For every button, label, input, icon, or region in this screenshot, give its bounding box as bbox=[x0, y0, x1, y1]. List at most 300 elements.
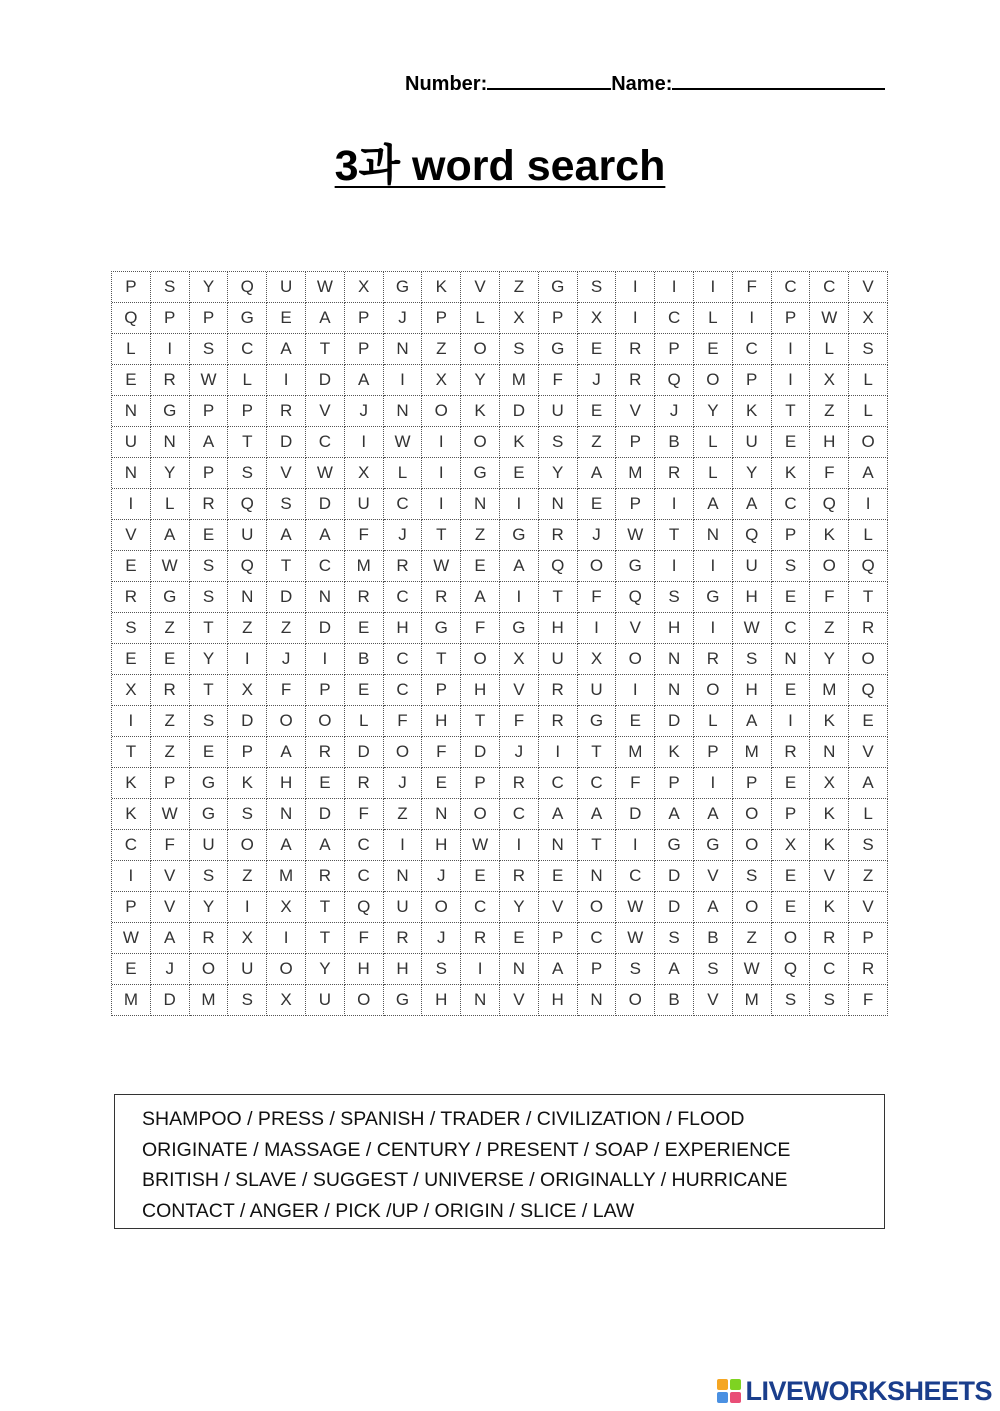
grid-cell[interactable]: D bbox=[267, 427, 306, 458]
grid-cell[interactable]: F bbox=[422, 737, 461, 768]
grid-cell[interactable]: A bbox=[461, 582, 500, 613]
grid-cell[interactable]: I bbox=[694, 613, 733, 644]
grid-cell[interactable]: X bbox=[267, 892, 306, 923]
grid-cell[interactable]: I bbox=[228, 644, 267, 675]
grid-cell[interactable]: P bbox=[190, 396, 229, 427]
grid-cell[interactable]: O bbox=[228, 830, 267, 861]
grid-cell[interactable]: R bbox=[345, 768, 384, 799]
grid-cell[interactable]: V bbox=[694, 985, 733, 1016]
grid-cell[interactable]: R bbox=[810, 923, 849, 954]
grid-cell[interactable]: J bbox=[384, 520, 423, 551]
grid-cell[interactable]: Y bbox=[733, 458, 772, 489]
grid-cell[interactable]: R bbox=[616, 365, 655, 396]
grid-cell[interactable]: J bbox=[345, 396, 384, 427]
grid-cell[interactable]: Y bbox=[190, 644, 229, 675]
grid-cell[interactable]: F bbox=[267, 675, 306, 706]
grid-cell[interactable]: P bbox=[228, 737, 267, 768]
grid-cell[interactable]: X bbox=[345, 458, 384, 489]
grid-cell[interactable]: E bbox=[772, 427, 811, 458]
grid-cell[interactable]: N bbox=[112, 458, 151, 489]
grid-cell[interactable]: S bbox=[267, 489, 306, 520]
grid-cell[interactable]: Q bbox=[345, 892, 384, 923]
grid-cell[interactable]: I bbox=[112, 706, 151, 737]
grid-cell[interactable]: F bbox=[345, 799, 384, 830]
grid-cell[interactable]: F bbox=[345, 923, 384, 954]
grid-cell[interactable]: O bbox=[810, 551, 849, 582]
grid-cell[interactable]: R bbox=[151, 675, 190, 706]
grid-cell[interactable]: T bbox=[461, 706, 500, 737]
grid-cell[interactable]: J bbox=[384, 768, 423, 799]
grid-cell[interactable]: E bbox=[461, 551, 500, 582]
grid-cell[interactable]: X bbox=[849, 303, 888, 334]
grid-cell[interactable]: L bbox=[151, 489, 190, 520]
grid-cell[interactable]: A bbox=[694, 892, 733, 923]
grid-cell[interactable]: K bbox=[733, 396, 772, 427]
name-blank[interactable] bbox=[672, 70, 885, 90]
grid-cell[interactable]: N bbox=[151, 427, 190, 458]
grid-cell[interactable]: L bbox=[228, 365, 267, 396]
grid-cell[interactable]: M bbox=[616, 458, 655, 489]
grid-cell[interactable]: N bbox=[772, 644, 811, 675]
grid-cell[interactable]: X bbox=[345, 272, 384, 303]
grid-cell[interactable]: E bbox=[578, 334, 617, 365]
grid-cell[interactable]: U bbox=[228, 954, 267, 985]
grid-cell[interactable]: R bbox=[422, 582, 461, 613]
grid-cell[interactable]: V bbox=[849, 272, 888, 303]
grid-cell[interactable]: T bbox=[190, 613, 229, 644]
grid-cell[interactable]: Z bbox=[849, 861, 888, 892]
grid-cell[interactable]: U bbox=[539, 644, 578, 675]
grid-cell[interactable]: I bbox=[616, 830, 655, 861]
grid-cell[interactable]: P bbox=[151, 768, 190, 799]
grid-cell[interactable]: Y bbox=[190, 272, 229, 303]
grid-cell[interactable]: N bbox=[578, 861, 617, 892]
grid-cell[interactable]: P bbox=[539, 923, 578, 954]
grid-cell[interactable]: F bbox=[461, 613, 500, 644]
grid-cell[interactable]: Z bbox=[733, 923, 772, 954]
grid-cell[interactable]: R bbox=[849, 954, 888, 985]
grid-cell[interactable]: P bbox=[461, 768, 500, 799]
grid-cell[interactable]: C bbox=[306, 551, 345, 582]
grid-cell[interactable]: U bbox=[112, 427, 151, 458]
grid-cell[interactable]: K bbox=[112, 799, 151, 830]
grid-cell[interactable]: N bbox=[112, 396, 151, 427]
grid-cell[interactable]: E bbox=[112, 551, 151, 582]
grid-cell[interactable]: R bbox=[384, 923, 423, 954]
grid-cell[interactable]: S bbox=[694, 954, 733, 985]
grid-cell[interactable]: E bbox=[345, 613, 384, 644]
grid-cell[interactable]: C bbox=[384, 675, 423, 706]
grid-cell[interactable]: V bbox=[151, 892, 190, 923]
grid-cell[interactable]: W bbox=[384, 427, 423, 458]
grid-cell[interactable]: C bbox=[578, 768, 617, 799]
grid-cell[interactable]: G bbox=[461, 458, 500, 489]
grid-cell[interactable]: U bbox=[733, 551, 772, 582]
grid-cell[interactable]: K bbox=[810, 520, 849, 551]
grid-cell[interactable]: A bbox=[267, 334, 306, 365]
grid-cell[interactable]: P bbox=[422, 675, 461, 706]
grid-cell[interactable]: K bbox=[500, 427, 539, 458]
grid-cell[interactable]: M bbox=[733, 985, 772, 1016]
grid-cell[interactable]: E bbox=[422, 768, 461, 799]
grid-cell[interactable]: U bbox=[733, 427, 772, 458]
grid-cell[interactable]: I bbox=[422, 427, 461, 458]
grid-cell[interactable]: L bbox=[694, 303, 733, 334]
grid-cell[interactable]: N bbox=[578, 985, 617, 1016]
grid-cell[interactable]: I bbox=[655, 551, 694, 582]
grid-cell[interactable]: C bbox=[539, 768, 578, 799]
grid-cell[interactable]: C bbox=[655, 303, 694, 334]
grid-cell[interactable]: Z bbox=[500, 272, 539, 303]
grid-cell[interactable]: I bbox=[422, 489, 461, 520]
grid-cell[interactable]: N bbox=[306, 582, 345, 613]
grid-cell[interactable]: P bbox=[345, 334, 384, 365]
grid-cell[interactable]: Q bbox=[849, 551, 888, 582]
grid-cell[interactable]: I bbox=[849, 489, 888, 520]
grid-cell[interactable]: I bbox=[539, 737, 578, 768]
grid-cell[interactable]: Y bbox=[694, 396, 733, 427]
grid-cell[interactable]: A bbox=[655, 954, 694, 985]
grid-cell[interactable]: D bbox=[345, 737, 384, 768]
grid-cell[interactable]: I bbox=[151, 334, 190, 365]
grid-cell[interactable]: T bbox=[578, 737, 617, 768]
grid-cell[interactable]: L bbox=[694, 458, 733, 489]
grid-cell[interactable]: K bbox=[810, 830, 849, 861]
grid-cell[interactable]: G bbox=[422, 613, 461, 644]
grid-cell[interactable]: G bbox=[190, 768, 229, 799]
grid-cell[interactable]: F bbox=[345, 520, 384, 551]
grid-cell[interactable]: V bbox=[810, 861, 849, 892]
grid-cell[interactable]: X bbox=[500, 303, 539, 334]
grid-cell[interactable]: M bbox=[733, 737, 772, 768]
grid-cell[interactable]: S bbox=[733, 861, 772, 892]
grid-cell[interactable]: E bbox=[578, 396, 617, 427]
grid-cell[interactable]: I bbox=[655, 272, 694, 303]
grid-cell[interactable]: H bbox=[461, 675, 500, 706]
grid-cell[interactable]: P bbox=[772, 520, 811, 551]
grid-cell[interactable]: I bbox=[306, 644, 345, 675]
grid-cell[interactable]: Y bbox=[500, 892, 539, 923]
grid-cell[interactable]: Y bbox=[151, 458, 190, 489]
grid-cell[interactable]: L bbox=[112, 334, 151, 365]
grid-cell[interactable]: H bbox=[810, 427, 849, 458]
grid-cell[interactable]: N bbox=[810, 737, 849, 768]
grid-cell[interactable]: P bbox=[422, 303, 461, 334]
grid-cell[interactable]: N bbox=[694, 520, 733, 551]
grid-cell[interactable]: I bbox=[112, 861, 151, 892]
grid-cell[interactable]: L bbox=[384, 458, 423, 489]
grid-cell[interactable]: K bbox=[461, 396, 500, 427]
grid-cell[interactable]: S bbox=[500, 334, 539, 365]
grid-cell[interactable]: Q bbox=[810, 489, 849, 520]
grid-cell[interactable]: B bbox=[694, 923, 733, 954]
grid-cell[interactable]: E bbox=[694, 334, 733, 365]
grid-cell[interactable]: E bbox=[112, 365, 151, 396]
grid-cell[interactable]: L bbox=[849, 520, 888, 551]
grid-cell[interactable]: Z bbox=[578, 427, 617, 458]
grid-cell[interactable]: W bbox=[151, 551, 190, 582]
grid-cell[interactable]: I bbox=[616, 272, 655, 303]
grid-cell[interactable]: F bbox=[578, 582, 617, 613]
grid-cell[interactable]: N bbox=[384, 396, 423, 427]
grid-cell[interactable]: E bbox=[616, 706, 655, 737]
grid-cell[interactable]: N bbox=[384, 861, 423, 892]
grid-cell[interactable]: Y bbox=[306, 954, 345, 985]
grid-cell[interactable]: F bbox=[733, 272, 772, 303]
grid-cell[interactable]: G bbox=[539, 272, 578, 303]
grid-cell[interactable]: I bbox=[500, 489, 539, 520]
grid-cell[interactable]: C bbox=[228, 334, 267, 365]
grid-cell[interactable]: M bbox=[112, 985, 151, 1016]
grid-cell[interactable]: E bbox=[306, 768, 345, 799]
grid-cell[interactable]: I bbox=[733, 303, 772, 334]
grid-cell[interactable]: J bbox=[151, 954, 190, 985]
grid-cell[interactable]: S bbox=[772, 551, 811, 582]
grid-cell[interactable]: C bbox=[461, 892, 500, 923]
grid-cell[interactable]: Z bbox=[151, 737, 190, 768]
grid-cell[interactable]: I bbox=[772, 706, 811, 737]
grid-cell[interactable]: E bbox=[112, 644, 151, 675]
grid-cell[interactable]: O bbox=[849, 427, 888, 458]
grid-cell[interactable]: T bbox=[772, 396, 811, 427]
grid-cell[interactable]: A bbox=[151, 923, 190, 954]
grid-cell[interactable]: D bbox=[306, 489, 345, 520]
grid-cell[interactable]: L bbox=[849, 365, 888, 396]
grid-cell[interactable]: W bbox=[151, 799, 190, 830]
grid-cell[interactable]: W bbox=[422, 551, 461, 582]
grid-cell[interactable]: J bbox=[655, 396, 694, 427]
grid-cell[interactable]: J bbox=[422, 923, 461, 954]
grid-cell[interactable]: V bbox=[849, 737, 888, 768]
grid-cell[interactable]: M bbox=[810, 675, 849, 706]
grid-cell[interactable]: P bbox=[849, 923, 888, 954]
grid-cell[interactable]: A bbox=[306, 303, 345, 334]
grid-cell[interactable]: Q bbox=[849, 675, 888, 706]
grid-cell[interactable]: K bbox=[228, 768, 267, 799]
grid-cell[interactable]: S bbox=[655, 582, 694, 613]
grid-cell[interactable]: O bbox=[733, 892, 772, 923]
grid-cell[interactable]: H bbox=[539, 613, 578, 644]
grid-cell[interactable]: S bbox=[849, 334, 888, 365]
grid-cell[interactable]: P bbox=[539, 303, 578, 334]
grid-cell[interactable]: E bbox=[772, 675, 811, 706]
grid-cell[interactable]: T bbox=[655, 520, 694, 551]
grid-cell[interactable]: T bbox=[539, 582, 578, 613]
grid-cell[interactable]: P bbox=[578, 954, 617, 985]
grid-cell[interactable]: K bbox=[112, 768, 151, 799]
grid-cell[interactable]: R bbox=[500, 768, 539, 799]
grid-cell[interactable]: C bbox=[772, 613, 811, 644]
grid-cell[interactable]: E bbox=[190, 520, 229, 551]
grid-cell[interactable]: V bbox=[500, 675, 539, 706]
grid-cell[interactable]: T bbox=[306, 334, 345, 365]
grid-cell[interactable]: G bbox=[616, 551, 655, 582]
grid-cell[interactable]: A bbox=[190, 427, 229, 458]
grid-cell[interactable]: X bbox=[578, 303, 617, 334]
grid-cell[interactable]: E bbox=[849, 706, 888, 737]
grid-cell[interactable]: V bbox=[500, 985, 539, 1016]
grid-cell[interactable]: I bbox=[694, 272, 733, 303]
grid-cell[interactable]: N bbox=[461, 985, 500, 1016]
grid-cell[interactable]: T bbox=[112, 737, 151, 768]
grid-cell[interactable]: O bbox=[694, 675, 733, 706]
grid-cell[interactable]: L bbox=[849, 799, 888, 830]
grid-cell[interactable]: A bbox=[733, 706, 772, 737]
grid-cell[interactable]: E bbox=[772, 768, 811, 799]
grid-cell[interactable]: K bbox=[772, 458, 811, 489]
grid-cell[interactable]: V bbox=[539, 892, 578, 923]
grid-cell[interactable]: E bbox=[151, 644, 190, 675]
grid-cell[interactable]: S bbox=[190, 706, 229, 737]
grid-cell[interactable]: Q bbox=[112, 303, 151, 334]
grid-cell[interactable]: E bbox=[345, 675, 384, 706]
grid-cell[interactable]: S bbox=[190, 582, 229, 613]
grid-cell[interactable]: E bbox=[578, 489, 617, 520]
grid-cell[interactable]: V bbox=[151, 861, 190, 892]
grid-cell[interactable]: A bbox=[306, 520, 345, 551]
grid-cell[interactable]: W bbox=[616, 520, 655, 551]
grid-cell[interactable]: A bbox=[267, 737, 306, 768]
grid-cell[interactable]: A bbox=[694, 489, 733, 520]
grid-cell[interactable]: A bbox=[849, 768, 888, 799]
grid-cell[interactable]: X bbox=[772, 830, 811, 861]
grid-cell[interactable]: C bbox=[345, 830, 384, 861]
grid-cell[interactable]: F bbox=[539, 365, 578, 396]
grid-cell[interactable]: G bbox=[228, 303, 267, 334]
grid-cell[interactable]: O bbox=[578, 551, 617, 582]
grid-cell[interactable]: G bbox=[151, 582, 190, 613]
grid-cell[interactable]: U bbox=[228, 520, 267, 551]
grid-cell[interactable]: D bbox=[306, 365, 345, 396]
grid-cell[interactable]: M bbox=[190, 985, 229, 1016]
grid-cell[interactable]: T bbox=[228, 427, 267, 458]
grid-cell[interactable]: H bbox=[539, 985, 578, 1016]
grid-cell[interactable]: D bbox=[500, 396, 539, 427]
grid-cell[interactable]: A bbox=[655, 799, 694, 830]
grid-cell[interactable]: O bbox=[461, 644, 500, 675]
grid-cell[interactable]: P bbox=[112, 272, 151, 303]
grid-cell[interactable]: S bbox=[228, 799, 267, 830]
grid-cell[interactable]: O bbox=[384, 737, 423, 768]
grid-cell[interactable]: I bbox=[500, 582, 539, 613]
grid-cell[interactable]: O bbox=[345, 985, 384, 1016]
grid-cell[interactable]: L bbox=[810, 334, 849, 365]
grid-cell[interactable]: O bbox=[733, 799, 772, 830]
grid-cell[interactable]: H bbox=[345, 954, 384, 985]
grid-cell[interactable]: F bbox=[151, 830, 190, 861]
grid-cell[interactable]: R bbox=[849, 613, 888, 644]
grid-cell[interactable]: S bbox=[772, 985, 811, 1016]
grid-cell[interactable]: J bbox=[384, 303, 423, 334]
grid-cell[interactable]: P bbox=[694, 737, 733, 768]
grid-cell[interactable]: R bbox=[267, 396, 306, 427]
grid-cell[interactable]: N bbox=[655, 675, 694, 706]
grid-cell[interactable]: K bbox=[655, 737, 694, 768]
grid-cell[interactable]: P bbox=[616, 489, 655, 520]
grid-cell[interactable]: S bbox=[190, 861, 229, 892]
grid-cell[interactable]: P bbox=[228, 396, 267, 427]
grid-cell[interactable]: I bbox=[384, 365, 423, 396]
grid-cell[interactable]: P bbox=[733, 365, 772, 396]
grid-cell[interactable]: P bbox=[190, 458, 229, 489]
grid-cell[interactable]: E bbox=[772, 892, 811, 923]
grid-cell[interactable]: I bbox=[694, 551, 733, 582]
grid-cell[interactable]: G bbox=[384, 272, 423, 303]
grid-cell[interactable]: N bbox=[539, 489, 578, 520]
grid-cell[interactable]: E bbox=[500, 458, 539, 489]
grid-cell[interactable]: S bbox=[228, 458, 267, 489]
grid-cell[interactable]: E bbox=[461, 861, 500, 892]
grid-cell[interactable]: G bbox=[384, 985, 423, 1016]
grid-cell[interactable]: Z bbox=[151, 613, 190, 644]
grid-cell[interactable]: K bbox=[810, 799, 849, 830]
grid-cell[interactable]: O bbox=[849, 644, 888, 675]
grid-cell[interactable]: O bbox=[461, 799, 500, 830]
grid-cell[interactable]: C bbox=[578, 923, 617, 954]
grid-cell[interactable]: V bbox=[616, 396, 655, 427]
grid-cell[interactable]: I bbox=[228, 892, 267, 923]
grid-cell[interactable]: O bbox=[422, 396, 461, 427]
grid-cell[interactable]: T bbox=[306, 892, 345, 923]
grid-cell[interactable]: K bbox=[422, 272, 461, 303]
grid-cell[interactable]: P bbox=[190, 303, 229, 334]
grid-cell[interactable]: X bbox=[228, 923, 267, 954]
grid-cell[interactable]: Z bbox=[228, 861, 267, 892]
grid-cell[interactable]: W bbox=[733, 613, 772, 644]
grid-cell[interactable]: E bbox=[267, 303, 306, 334]
grid-cell[interactable]: K bbox=[810, 892, 849, 923]
grid-cell[interactable]: E bbox=[539, 861, 578, 892]
grid-cell[interactable]: H bbox=[422, 830, 461, 861]
grid-cell[interactable]: N bbox=[267, 799, 306, 830]
grid-cell[interactable]: Q bbox=[772, 954, 811, 985]
grid-cell[interactable]: X bbox=[810, 365, 849, 396]
grid-cell[interactable]: F bbox=[849, 985, 888, 1016]
grid-cell[interactable]: G bbox=[578, 706, 617, 737]
grid-cell[interactable]: U bbox=[578, 675, 617, 706]
grid-cell[interactable]: I bbox=[345, 427, 384, 458]
grid-cell[interactable]: J bbox=[500, 737, 539, 768]
grid-cell[interactable]: Q bbox=[228, 489, 267, 520]
grid-cell[interactable]: R bbox=[655, 458, 694, 489]
grid-cell[interactable]: I bbox=[772, 334, 811, 365]
grid-cell[interactable]: D bbox=[228, 706, 267, 737]
grid-cell[interactable]: Y bbox=[539, 458, 578, 489]
grid-cell[interactable]: S bbox=[655, 923, 694, 954]
grid-cell[interactable]: W bbox=[810, 303, 849, 334]
grid-cell[interactable]: F bbox=[810, 458, 849, 489]
grid-cell[interactable]: H bbox=[733, 582, 772, 613]
grid-cell[interactable]: T bbox=[849, 582, 888, 613]
grid-cell[interactable]: L bbox=[694, 427, 733, 458]
grid-cell[interactable]: A bbox=[539, 954, 578, 985]
grid-cell[interactable]: M bbox=[500, 365, 539, 396]
grid-cell[interactable]: S bbox=[578, 272, 617, 303]
grid-cell[interactable]: C bbox=[345, 861, 384, 892]
grid-cell[interactable]: P bbox=[306, 675, 345, 706]
grid-cell[interactable]: Q bbox=[733, 520, 772, 551]
grid-cell[interactable]: I bbox=[616, 303, 655, 334]
grid-cell[interactable]: Z bbox=[384, 799, 423, 830]
grid-cell[interactable]: O bbox=[616, 985, 655, 1016]
grid-cell[interactable]: U bbox=[384, 892, 423, 923]
grid-cell[interactable]: U bbox=[345, 489, 384, 520]
grid-cell[interactable]: S bbox=[616, 954, 655, 985]
grid-cell[interactable]: V bbox=[306, 396, 345, 427]
grid-cell[interactable]: I bbox=[655, 489, 694, 520]
grid-cell[interactable]: I bbox=[422, 458, 461, 489]
grid-cell[interactable]: Q bbox=[655, 365, 694, 396]
